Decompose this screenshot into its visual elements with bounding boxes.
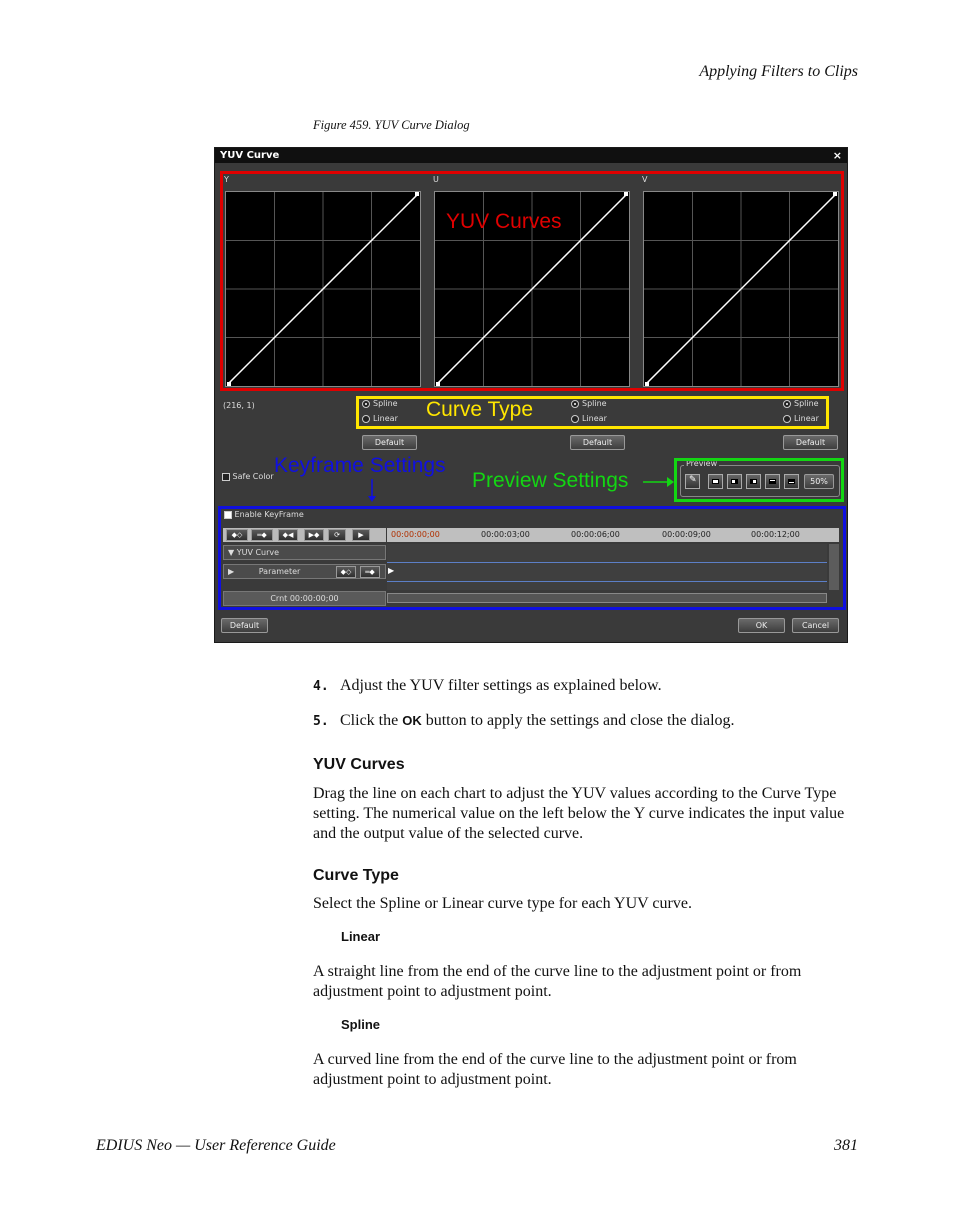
dialog-title: YUV Curve: [220, 150, 280, 161]
figure-caption: Figure 459. YUV Curve Dialog: [313, 118, 470, 132]
delete-keyframe-button[interactable]: ═◆: [251, 529, 273, 541]
prev-keyframe-button[interactable]: ◆◀: [278, 529, 298, 541]
pen-icon: ✎: [689, 475, 697, 485]
y-linear-radio[interactable]: Linear: [362, 414, 398, 423]
para-linear: A straight line from the end of the curve line to the adjustment point or from adjustment point to adjustment point.: [313, 963, 802, 1000]
track-row-yuv-curve[interactable]: ▼ YUV Curve: [223, 545, 386, 560]
dialog-titlebar: [215, 148, 847, 163]
para-yuv-curves: Drag the line on each chart to adjust the YUV values according to the Curve Type setting. The numerical value on the left below the Y curve indicates the input value and the output value of the selected curve.: [313, 785, 845, 842]
timecode-1: 00:00:03;00: [481, 530, 530, 539]
preview-zoom-field[interactable]: 50%: [804, 474, 834, 489]
keyframe-settings-annotation: Keyframe Settings: [274, 454, 446, 477]
expand-icon: ▼: [228, 548, 235, 557]
keyframe-settings-highlight: [218, 506, 846, 610]
keyframe-arrow-icon: [367, 479, 377, 503]
step-5: 5. Click the OK button to apply the settings and close the dialog.: [313, 712, 735, 729]
timecode-0: 00:00:00;00: [391, 530, 440, 539]
ok-button[interactable]: OK: [738, 618, 785, 633]
dialog-default-button[interactable]: Default: [221, 618, 268, 633]
u-linear-radio[interactable]: Linear: [571, 414, 607, 423]
preview-settings-highlight: [674, 458, 844, 502]
v-curve-label: V: [642, 175, 648, 184]
enable-keyframe-checkbox[interactable]: Enable KeyFrame: [224, 510, 304, 519]
add-keyframe-button[interactable]: ◆◇: [226, 529, 248, 541]
v-spline-radio[interactable]: Spline: [783, 399, 819, 408]
param-delete-keyframe-button[interactable]: ═◆: [360, 566, 380, 578]
value-readout: (216, 1): [223, 401, 255, 410]
y-curve-label: Y: [224, 175, 229, 184]
keyframe-cursor-icon: ▶: [388, 566, 395, 575]
safe-color-checkbox[interactable]: Safe Color: [222, 472, 274, 481]
collapse-icon: ▶: [228, 567, 235, 576]
current-time-display: Crnt 00:00:00;00: [223, 591, 386, 606]
curve-type-annotation: Curve Type: [426, 398, 533, 421]
timecode-3: 00:00:09;00: [662, 530, 711, 539]
timecode-2: 00:00:06;00: [571, 530, 620, 539]
track-row-parameter[interactable]: ▶ Parameter ◆◇ ═◆: [223, 564, 386, 579]
running-header: Applying Filters to Clips: [699, 63, 858, 80]
yuv-curve-dialog: [214, 147, 848, 643]
preview-arrow-icon: [643, 476, 675, 488]
v-linear-radio[interactable]: Linear: [783, 414, 819, 423]
heading-curve-type: Curve Type: [313, 867, 399, 884]
heading-spline: Spline: [341, 1017, 381, 1032]
heading-linear: Linear: [341, 929, 381, 944]
yuv-curves-annotation: YUV Curves: [446, 210, 562, 233]
yuv-curves-highlight: [220, 171, 844, 391]
y-default-button[interactable]: Default: [362, 435, 417, 450]
preview-group-label: Preview: [686, 459, 718, 468]
timecode-4: 00:00:12;00: [751, 530, 800, 539]
loop-button[interactable]: ⟳: [328, 529, 346, 541]
u-default-button[interactable]: Default: [570, 435, 625, 450]
step-4: 4. Adjust the YUV filter settings as explained below.: [313, 677, 662, 694]
u-curve-label: U: [433, 175, 439, 184]
u-spline-radio[interactable]: Spline: [571, 399, 607, 408]
heading-yuv-curves: YUV Curves: [313, 756, 405, 773]
para-spline: A curved line from the end of the curve line to the adjustment point or from adjustment point to adjustment point.: [313, 1051, 797, 1088]
footer-title: EDIUS Neo — User Reference Guide: [96, 1137, 336, 1154]
close-icon[interactable]: ×: [832, 149, 842, 162]
param-add-keyframe-button[interactable]: ◆◇: [336, 566, 356, 578]
v-default-button[interactable]: Default: [783, 435, 838, 450]
play-button[interactable]: ▶: [352, 529, 370, 541]
y-spline-radio[interactable]: Spline: [362, 399, 398, 408]
next-keyframe-button[interactable]: ▶◆: [304, 529, 324, 541]
cancel-button[interactable]: Cancel: [792, 618, 839, 633]
page-number: 381: [834, 1137, 858, 1154]
para-curve-type: Select the Spline or Linear curve type for each YUV curve.: [313, 895, 692, 912]
preview-settings-annotation: Preview Settings: [472, 469, 629, 492]
